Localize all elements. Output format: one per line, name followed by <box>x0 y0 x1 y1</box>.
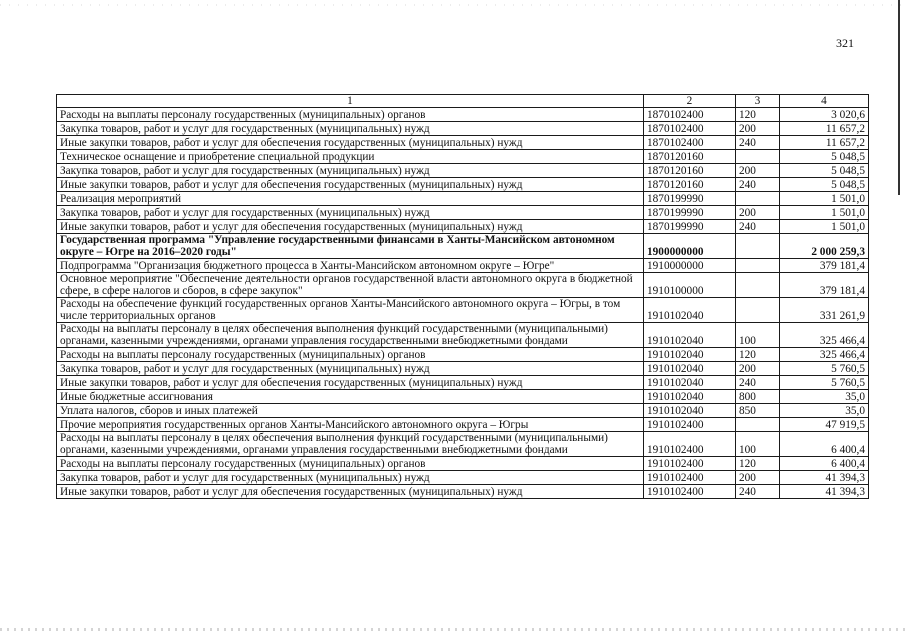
row-sum-cell: 1 501,0 <box>780 206 869 220</box>
row-code-cell: 1870199990 <box>644 206 736 220</box>
row-code-cell: 1870120160 <box>644 178 736 192</box>
row-type-cell: 100 <box>736 323 780 348</box>
row-name-cell: Подпрограмма "Организация бюджетного процесса в Ханты-Мансийском автономном округе – Югре" <box>57 259 644 273</box>
row-name-cell: Закупка товаров, работ и услуг для государственных (муниципальных) нужд <box>57 362 644 376</box>
row-sum-cell: 6 400,4 <box>780 432 869 457</box>
row-code-cell: 1900000000 <box>644 234 736 259</box>
row-code-cell: 1910102040 <box>644 376 736 390</box>
row-name-cell: Уплата налогов, сборов и иных платежей <box>57 404 644 418</box>
row-name-cell: Закупка товаров, работ и услуг для государственных (муниципальных) нужд <box>57 122 644 136</box>
row-sum-cell: 1 501,0 <box>780 220 869 234</box>
row-name-cell: Иные бюджетные ассигнования <box>57 390 644 404</box>
table-row <box>57 457 869 471</box>
row-code-cell: 1870199990 <box>644 192 736 206</box>
table-row <box>57 362 869 376</box>
row-name-cell: Закупка товаров, работ и услуг для государственных (муниципальных) нужд <box>57 164 644 178</box>
scan-artifact-bottom <box>0 628 905 631</box>
row-code-cell: 1910102400 <box>644 457 736 471</box>
row-name-cell: Расходы на выплаты персоналу государственных (муниципальных) органов <box>57 108 644 122</box>
table-row <box>57 485 869 499</box>
row-code-cell: 1910102400 <box>644 485 736 499</box>
row-code-cell: 1870102400 <box>644 136 736 150</box>
row-name-cell: Иные закупки товаров, работ и услуг для обеспечения государственных (муниципальных) нужд <box>57 220 644 234</box>
row-type-cell <box>736 259 780 273</box>
row-name-cell: Прочие мероприятия государственных органов Ханты-Мансийского автономного округа – Югры <box>57 418 644 432</box>
row-sum-cell: 5 048,5 <box>780 150 869 164</box>
row-code-cell: 1910102040 <box>644 362 736 376</box>
table-row <box>57 192 869 206</box>
table-row <box>57 259 869 273</box>
row-sum-cell: 5 048,5 <box>780 164 869 178</box>
row-type-cell: 240 <box>736 178 780 192</box>
row-type-cell <box>736 234 780 259</box>
row-type-cell: 240 <box>736 485 780 499</box>
row-type-cell <box>736 150 780 164</box>
row-name-cell: Расходы на выплаты персоналу в целях обеспечения выполнения функций государственными (муниципальными) органами, казенными учреждениями, органами управления государственными внебюджетными фондами <box>57 323 644 348</box>
row-name-cell: Иные закупки товаров, работ и услуг для обеспечения государственных (муниципальных) нужд <box>57 178 644 192</box>
row-sum-cell: 35,0 <box>780 390 869 404</box>
row-type-cell: 200 <box>736 122 780 136</box>
table-row <box>57 178 869 192</box>
row-sum-cell: 5 048,5 <box>780 178 869 192</box>
row-sum-cell: 325 466,4 <box>780 348 869 362</box>
row-type-cell: 120 <box>736 457 780 471</box>
row-type-cell: 120 <box>736 348 780 362</box>
row-sum-cell: 3 020,6 <box>780 108 869 122</box>
scan-artifact-top <box>0 4 905 6</box>
row-sum-cell: 5 760,5 <box>780 376 869 390</box>
row-code-cell: 1910102040 <box>644 348 736 362</box>
row-sum-cell: 6 400,4 <box>780 457 869 471</box>
budget-table <box>56 94 869 499</box>
row-type-cell: 240 <box>736 376 780 390</box>
row-type-cell <box>736 273 780 298</box>
table-row <box>57 404 869 418</box>
header-col-3: 3 <box>736 95 780 108</box>
row-name-cell: Иные закупки товаров, работ и услуг для обеспечения государственных (муниципальных) нужд <box>57 485 644 499</box>
row-type-cell: 240 <box>736 220 780 234</box>
header-col-1: 1 <box>57 95 644 108</box>
row-sum-cell: 47 919,5 <box>780 418 869 432</box>
row-name-cell: Иные закупки товаров, работ и услуг для обеспечения государственных (муниципальных) нужд <box>57 376 644 390</box>
row-type-cell: 100 <box>736 432 780 457</box>
row-name-cell: Расходы на выплаты персоналу в целях обеспечения выполнения функций государственными (муниципальными) органами, казенными учреждениями, органами управления государственными внебюджетными фондами <box>57 432 644 457</box>
row-code-cell: 1910102040 <box>644 390 736 404</box>
table-row <box>57 234 869 259</box>
header-col-2: 2 <box>644 95 736 108</box>
row-code-cell: 1870102400 <box>644 108 736 122</box>
table-row <box>57 122 869 136</box>
row-type-cell <box>736 418 780 432</box>
row-sum-cell: 5 760,5 <box>780 362 869 376</box>
page-number: 321 <box>836 36 854 50</box>
row-type-cell: 800 <box>736 390 780 404</box>
row-sum-cell: 379 181,4 <box>780 273 869 298</box>
row-type-cell: 240 <box>736 136 780 150</box>
row-code-cell: 1910102400 <box>644 432 736 457</box>
row-code-cell: 1870120160 <box>644 150 736 164</box>
table-row <box>57 390 869 404</box>
row-name-cell: Иные закупки товаров, работ и услуг для обеспечения государственных (муниципальных) нужд <box>57 136 644 150</box>
row-type-cell: 120 <box>736 108 780 122</box>
row-type-cell: 200 <box>736 206 780 220</box>
table-row <box>57 136 869 150</box>
table-row <box>57 376 869 390</box>
row-name-cell: Основное мероприятие "Обеспечение деятельности органов государственной власти автономного округа в бюджетной сфере, в сфере налогов и сборов, в сфере закупок" <box>57 273 644 298</box>
row-code-cell: 1870199990 <box>644 220 736 234</box>
row-sum-cell: 2 000 259,3 <box>780 234 869 259</box>
row-name-cell: Закупка товаров, работ и услуг для государственных (муниципальных) нужд <box>57 471 644 485</box>
table-row <box>57 323 869 348</box>
row-name-cell: Реализация мероприятий <box>57 192 644 206</box>
table-row <box>57 108 869 122</box>
row-sum-cell: 331 261,9 <box>780 298 869 323</box>
row-sum-cell: 11 657,2 <box>780 136 869 150</box>
row-code-cell: 1910102040 <box>644 323 736 348</box>
row-sum-cell: 11 657,2 <box>780 122 869 136</box>
table-row <box>57 273 869 298</box>
row-type-cell <box>736 192 780 206</box>
row-sum-cell: 379 181,4 <box>780 259 869 273</box>
table-row <box>57 220 869 234</box>
row-sum-cell: 325 466,4 <box>780 323 869 348</box>
row-name-cell: Расходы на обеспечение функций государственных органов Ханты-Мансийского автономного округа – Югры, в том числе территориальных органов <box>57 298 644 323</box>
row-type-cell <box>736 298 780 323</box>
row-code-cell: 1910102400 <box>644 471 736 485</box>
row-sum-cell: 41 394,3 <box>780 471 869 485</box>
row-name-cell: Расходы на выплаты персоналу государственных (муниципальных) органов <box>57 348 644 362</box>
table-row <box>57 432 869 457</box>
row-sum-cell: 35,0 <box>780 404 869 418</box>
table-row <box>57 348 869 362</box>
table-header-row <box>57 95 869 108</box>
row-name-cell: Техническое оснащение и приобретение специальной продукции <box>57 150 644 164</box>
table-body <box>57 108 869 499</box>
row-code-cell: 1910000000 <box>644 259 736 273</box>
table-row <box>57 206 869 220</box>
row-code-cell: 1910102040 <box>644 404 736 418</box>
row-code-cell: 1910100000 <box>644 273 736 298</box>
row-sum-cell: 1 501,0 <box>780 192 869 206</box>
row-code-cell: 1870102400 <box>644 122 736 136</box>
header-col-4: 4 <box>780 95 869 108</box>
row-name-cell: Расходы на выплаты персоналу государственных (муниципальных) органов <box>57 457 644 471</box>
row-code-cell: 1870120160 <box>644 164 736 178</box>
scan-edge-line <box>898 0 900 195</box>
table-row <box>57 150 869 164</box>
table-row <box>57 471 869 485</box>
table-row <box>57 298 869 323</box>
row-type-cell: 200 <box>736 362 780 376</box>
row-name-cell: Закупка товаров, работ и услуг для государственных (муниципальных) нужд <box>57 206 644 220</box>
table-row <box>57 164 869 178</box>
row-type-cell: 200 <box>736 164 780 178</box>
row-sum-cell: 41 394,3 <box>780 485 869 499</box>
row-name-cell: Государственная программа "Управление государственными финансами в Ханты-Мансийском автономном округе – Югре на 2016–2020 годы" <box>57 234 644 259</box>
row-type-cell: 200 <box>736 471 780 485</box>
row-code-cell: 1910102400 <box>644 418 736 432</box>
table-row <box>57 418 869 432</box>
row-code-cell: 1910102040 <box>644 298 736 323</box>
row-type-cell: 850 <box>736 404 780 418</box>
